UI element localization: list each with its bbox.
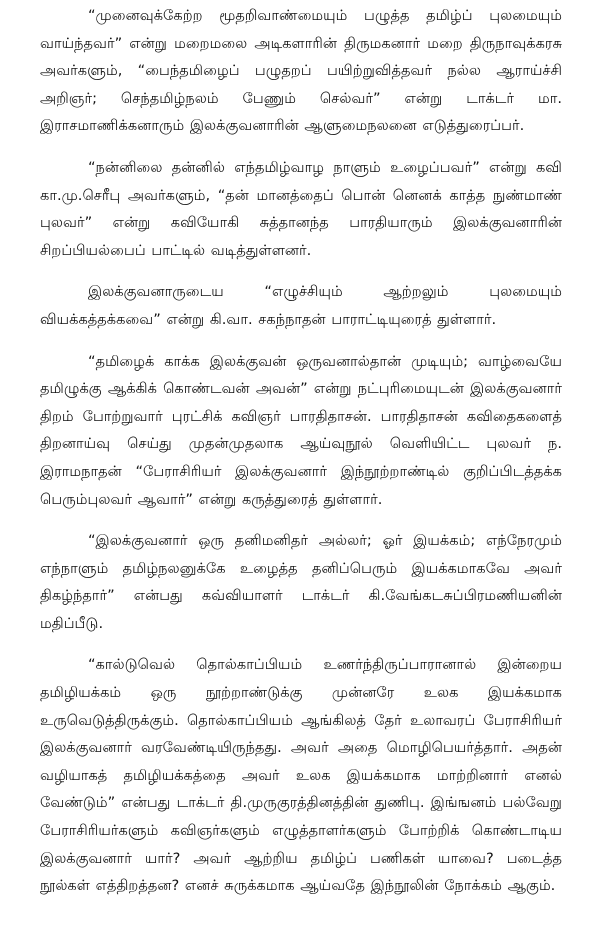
paragraph-1: “முனைவுக்கேற்ற மூதறிவாண்மையும் பழுத்த தமிழ்ப் புலமையும் வாய்ந்தவர்” என்று மறைமலை அடிகளாரின் திருமகனார் மறை திருநாவுக்கரசு அவர்களும், “பைந்தமிழைப் பழுதறப் பயிற்றுவித்தவர் நல்ல ஆராய்ச்சி அறிஞர்; செந்தமிழ்நலம் பேணும் செல்வர்” என்று டாக்டர் மா. இராசமாணிக்கனாரும் இலக்குவனாரின் ஆளுமைநலனை எடுத்துரைப்பர்.: [40, 7, 562, 135]
paragraph-5: “இலக்குவனார் ஒரு தனிமனிதர் அல்லர்; ஓர் இயக்கம்; எந்நேரமும் எந்நாளும் தமிழ்நலனுக்கே உழைத்த தனிப்பெரும் இயக்கமாகவே அவர் திகழ்ந்தார்” என்பது கவ்வியாளர் டாக்டர் கி.வேங்கடசுப்பிரமணியனின் மதிப்பீடு.: [40, 532, 562, 632]
paragraph-2: “நன்னிலை தன்னில் எந்தமிழ்வாழ நாளும் உழைப்பவர்” என்று கவி கா.மு.செரீபு அவர்களும், “தன் மானத்தைப் பொன் னெனக் காத்த நுண்மாண் புலவர்” என்று கவியோகி சுத்தானந்த பாரதியாரும் இலக்குவனாரின் சிறப்பியல்பைப் பாட்டில் வடித்துள்ளனர்.: [40, 158, 562, 259]
paragraph-4: “தமிழைக் காக்க இலக்குவன் ஒருவனால்தான் முடியும்; வாழ்வையே தமிழுக்கு ஆக்கிக் கொண்டவன் அவன்” என்று நட்புரிமையுடன் இலக்குவனார் திறம் போற்றுவார் புரட்சிக் கவிஞர் பாரதிதாசன். பாரதிதாசன் கவிதைகளைத் திறனாய்வு செய்து முதன்முதலாக ஆய்வுநூல் வெளியிட்ட புலவர் ந. இராமநாதன் “பேராசிரியர் இலக்குவனார் இந்நூற்றாண்டில் குறிப்பிடத்தக்க பெரும்புலவர் ஆவார்” என்று கருத்துரைத் துள்ளார்.: [40, 352, 562, 508]
paragraph-3: இலக்குவனாருடைய “எழுச்சியும் ஆற்றலும் புலமையும் வியக்கத்தக்கவை” என்று கி.வா. சகந்நாதன் பாராட்டியுரைத் துள்ளார்.: [40, 283, 562, 328]
paragraph-6: “கால்டுவெல் தொல்காப்பியம் உணர்ந்திருப்பாரானால் இன்றைய தமிழியக்கம் ஒரு நூற்றாண்டுக்கு முன்னரே உலக இயக்கமாக உருவெடுத்திருக்கும். தொல்காப்பியம் ஆங்கிலத் தேர் உலாவரப் பேராசிரியர் இலக்குவனார் வரவேண்டியிருந்தது. அவர் அதை மொழிபெயர்த்தார். அதன் வழியாகத் தமிழியக்கத்தை அவர் உலக இயக்கமாக மாற்றினார் எனல் வேண்டும்” என்பது டாக்டர் தி.முருகுரத்தினத்தின் துணிபு. இங்ஙனம் பல்வேறு பேராசிரியர்களும் கவிஞர்களும் எழுத்தாளர்களும் போற்றிக் கொண்டாடிய இலக்குவனார் யார்? அவர் ஆற்றிய தமிழ்ப் பணிகள் யாவை? படைத்த நூல்கள் எத்திறத்தன? எனச் சுருக்கமாக ஆய்வதே இந்நூலின் நோக்கம் ஆகும்.: [40, 656, 562, 895]
